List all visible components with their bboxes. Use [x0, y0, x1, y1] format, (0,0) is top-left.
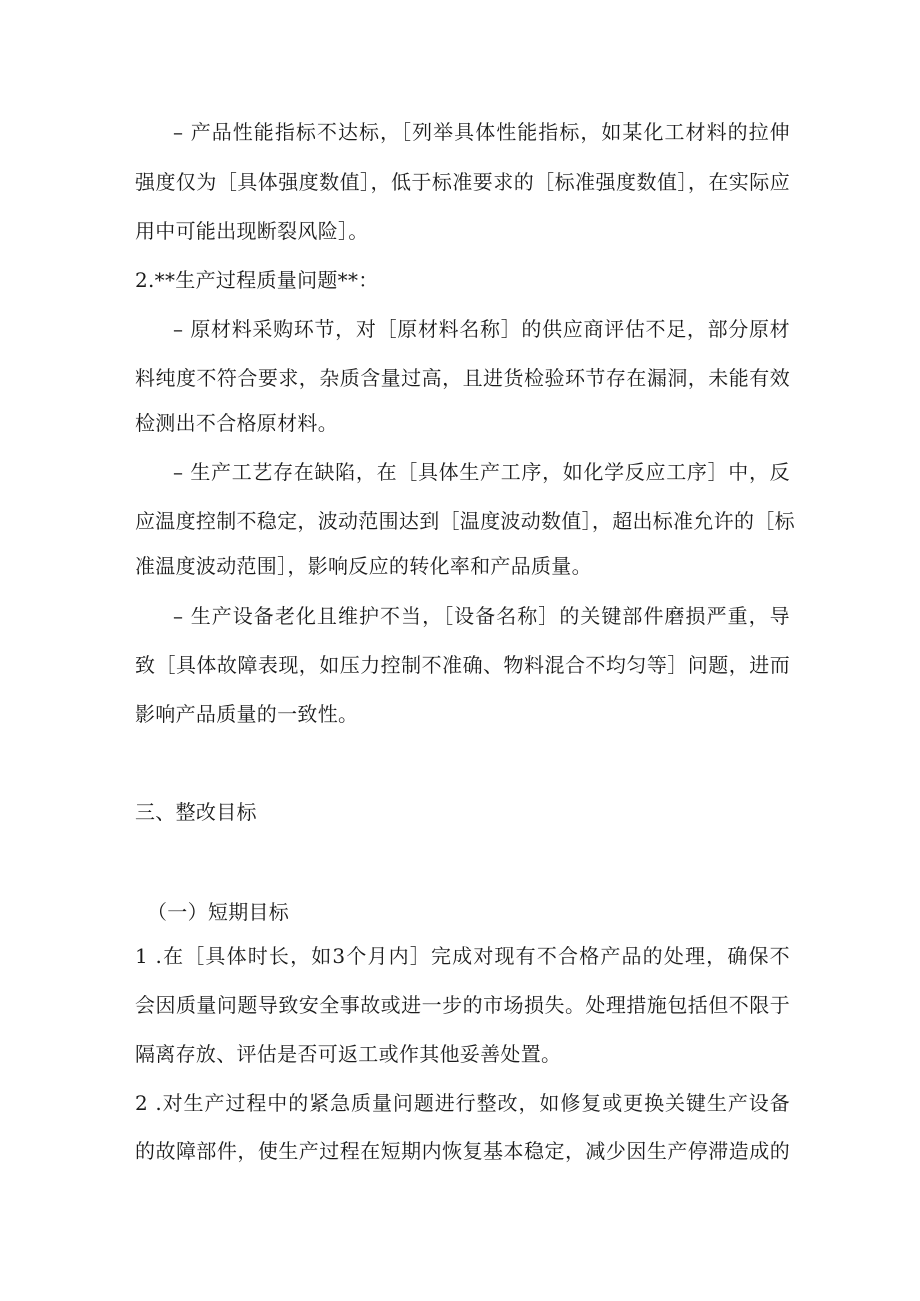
section-heading: 三、整改目标 — [135, 800, 257, 824]
paragraph-line: 检测出不合格原材料。 — [135, 411, 338, 435]
paragraph-line: 隔离存放、评估是否可返工或作其他妥善处置。 — [135, 1042, 562, 1066]
paragraph-line: – 生产工艺存在缺陷，在［具体生产工序，如化学反应工序］中，反 — [173, 460, 790, 484]
paragraph-line: 1 .在［具体时长，如3个月内］完成对现有不合格产品的处理，确保不 — [135, 944, 790, 968]
paragraph-line: – 原材料采购环节，对［原材料名称］的供应商评估不足，部分原材 — [173, 317, 790, 341]
paragraph-line: 致［具体故障表现，如压力控制不准确、物料混合不均匀等］问题，进而 — [135, 653, 790, 677]
paragraph-line: 准温度波动范围］，影响反应的转化率和产品质量。 — [135, 554, 592, 578]
section-heading: 2.**生产过程质量问题**： — [135, 268, 379, 292]
paragraph-line: 强度仅为［具体强度数值］，低于标准要求的［标准强度数值］，在实际应 — [135, 170, 790, 194]
paragraph-line: 2 .对生产过程中的紧急质量问题进行整改，如修复或更换关键生产设备 — [135, 1091, 790, 1115]
paragraph-line: 影响产品质量的一致性。 — [135, 702, 359, 726]
paragraph-line: 应温度控制不稳定，波动范围达到［温度波动数值］，超出标准允许的［标 — [135, 509, 795, 533]
paragraph-line: 料纯度不符合要求，杂质含量过高，且进货检验环节存在漏洞，未能有效 — [135, 366, 790, 390]
paragraph-line: 的故障部件，使生产过程在短期内恢复基本稳定，减少因生产停滞造成的 — [135, 1139, 790, 1163]
paragraph-line: – 生产设备老化且维护不当，［设备名称］的关键部件磨损严重，导 — [173, 604, 790, 628]
subsection-heading: （一）短期目标 — [147, 900, 290, 924]
paragraph-line: 用中可能出现断裂风险］。 — [135, 219, 369, 243]
paragraph-line: 会因质量问题导致安全事故或进一步的市场损失。处理措施包括但不限于 — [135, 993, 790, 1017]
paragraph-line: – 产品性能指标不达标，［列举具体性能指标，如某化工材料的拉伸 — [173, 120, 790, 144]
